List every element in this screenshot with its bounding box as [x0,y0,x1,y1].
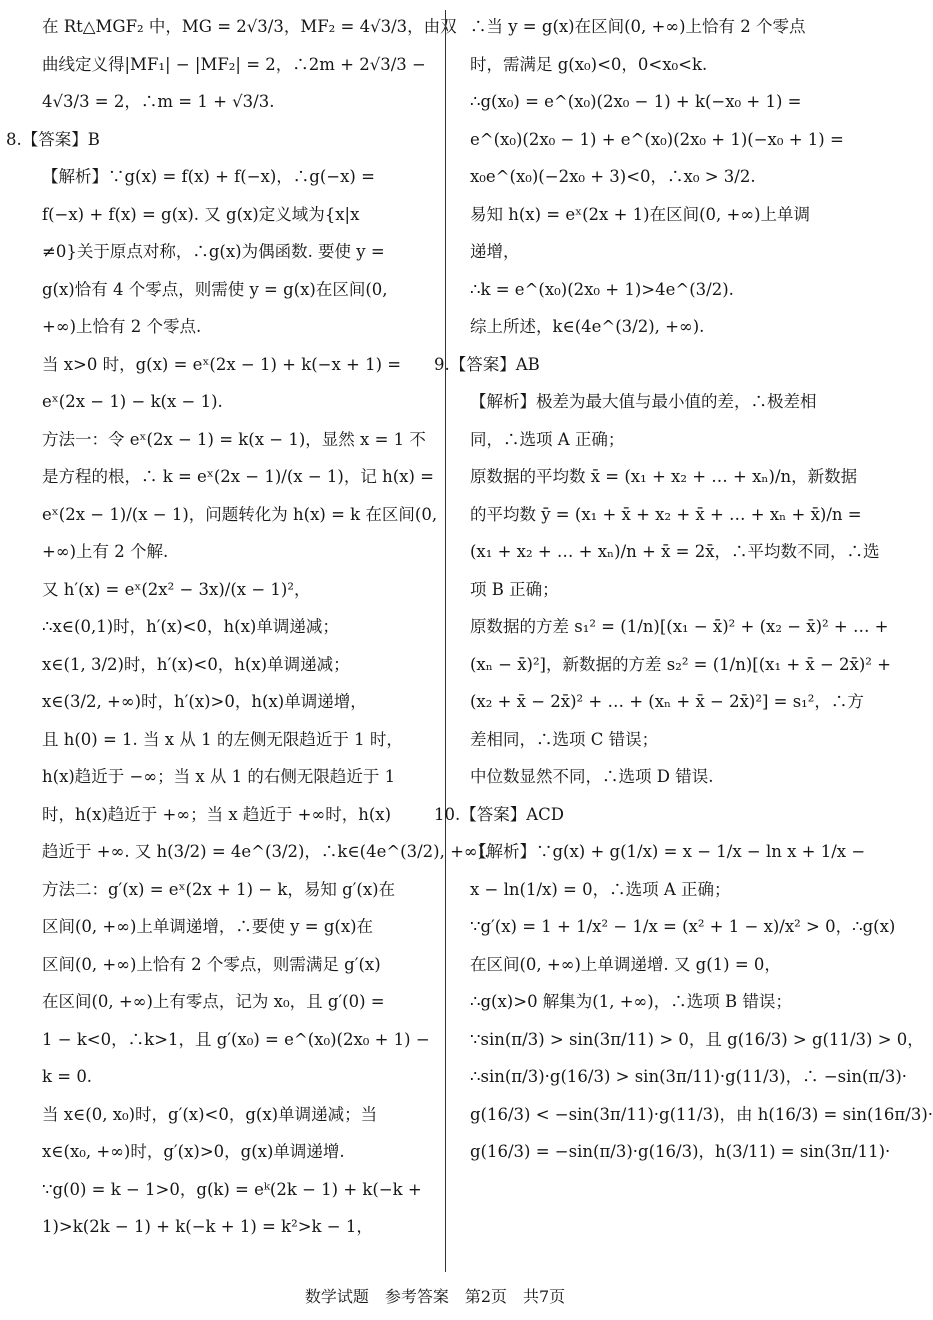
text-line: x∈(1, 3/2)时，h′(x)<0，h(x)单调递减； [42,654,350,674]
text-line: (xₙ − x̄)²]，新数据的方差 s₂² = (1/n)[(x₁ + x̄ − 2x̄)² + [470,654,891,674]
text-line: 曲线定义得|MF₁| − |MF₂| = 2，∴2m + 2√3/3 − [42,54,426,74]
text-line: 1)>k(2k − 1) + k(−k + 1) = k²>k − 1， [42,1217,373,1236]
text-line: x − ln(1/x) = 0，∴选项 A 正确； [470,879,731,899]
column-divider [445,10,446,1272]
text-line: 区间(0, +∞)上单调递增，∴要使 y = g(x)在 [42,917,374,936]
text-line: ∴当 y = g(x)在区间(0, +∞)上恰有 2 个零点 [470,17,806,36]
text-line: ∵g′(x) = 1 + 1/x² − 1/x = (x² + 1 − x)/x² > 0，∴g(x) [470,917,896,936]
text-line: 原数据的平均数 x̄ = (x₁ + x₂ + … + xₙ)/n，新数据 [470,467,858,486]
text-line: 1 − k<0，∴k>1，且 g′(x₀) = e^(x₀)(2x₀ + 1) − [42,1029,430,1049]
text-line: 且 h(0) = 1. 当 x 从 1 的左侧无限趋近于 1 时， [42,729,403,749]
text-line: g(x)恰有 4 个零点，则需使 y = g(x)在区间(0, [42,279,388,299]
text-line: 当 x>0 时，g(x) = eˣ(2x − 1) + k(−x + 1) = [42,354,402,374]
text-line: 时，h(x)趋近于 +∞；当 x 趋近于 +∞时，h(x) [42,804,392,824]
text-line: 4√3/3 = 2，∴m = 1 + √3/3. [42,92,275,111]
text-line: 同，∴选项 A 正确； [470,429,625,449]
text-line: g(16/3) = −sin(π/3)·g(16/3)，h(3/11) = sin(3π/11)· [470,1142,891,1161]
text-line: 【解析】∵g(x) = f(x) + f(−x)，∴g(−x) = [42,167,375,186]
text-line: 项 B 正确； [470,579,559,599]
text-line: ∴k = e^(x₀)(2x₀ + 1)>4e^(3/2). [470,279,734,299]
text-line: +∞)上有 2 个解. [42,542,169,561]
text-line: 方法一：令 eˣ(2x − 1) = k(x − 1)，显然 x = 1 不 [42,429,426,449]
text-line: 9.【答案】AB [434,354,540,374]
text-line: ≠0}关于原点对称，∴g(x)为偶函数. 要使 y = [42,242,385,261]
text-line: 是方程的根，∴ k = eˣ(2x − 1)/(x − 1)，记 h(x) = [42,467,434,486]
text-line: ∴sin(π/3)·g(16/3) > sin(3π/11)·g(11/3)，∴ −sin(π/3)· [470,1067,908,1086]
text-line: ∴g(x)>0 解集为(1, +∞)，∴选项 B 错误； [470,992,792,1011]
text-line: e^(x₀)(2x₀ − 1) + e^(x₀)(2x₀ + 1)(−x₀ + 1) = [470,129,844,149]
text-line: 又 h′(x) = eˣ(2x² − 3x)/(x − 1)²， [42,579,311,599]
text-line: ∵sin(π/3) > sin(3π/11) > 0，且 g(16/3) > g(11/3) > 0， [470,1029,924,1049]
text-line: 递增， [470,242,520,261]
text-line: k = 0. [42,1067,93,1086]
text-line: 当 x∈(0, x₀)时，g′(x)<0，g(x)单调递减；当 [42,1104,378,1124]
text-line: eˣ(2x − 1) − k(x − 1). [42,392,223,411]
text-line: g(16/3) < −sin(3π/11)·g(11/3)，由 h(16/3) = sin(16π/3)· [470,1104,933,1124]
text-line: 8.【答案】B [6,129,100,149]
text-line: 10.【答案】ACD [434,804,565,824]
text-line: 趋近于 +∞. 又 h(3/2) = 4e^(3/2)，∴k∈(4e^(3/2), +∞). [42,842,490,861]
text-line: 在区间(0, +∞)上有零点，记为 x₀，且 g′(0) = [42,992,385,1011]
text-line: ∴x∈(0,1)时，h′(x)<0，h(x)单调递减； [42,617,339,636]
text-line: h(x)趋近于 −∞；当 x 从 1 的右侧无限趋近于 1 [42,767,396,786]
text-line: 易知 h(x) = eˣ(2x + 1)在区间(0, +∞)上单调 [470,204,811,224]
text-line: 中位数显然不同，∴选项 D 错误. [470,767,714,786]
text-line: 区间(0, +∞)上恰有 2 个零点，则需满足 g′(x) [42,954,381,974]
text-line: f(−x) + f(x) = g(x). 又 g(x)定义域为{x|x [42,204,360,224]
text-line: 在区间(0, +∞)上单调递增. 又 g(1) = 0， [470,954,781,974]
text-line: 【解析】极差为最大值与最小值的差，∴极差相 [470,392,817,411]
text-line: x∈(3/2, +∞)时，h′(x)>0，h(x)单调递增， [42,692,367,711]
text-line: (x₁ + x₂ + … + xₙ)/n + x̄ = 2x̄，∴平均数不同，∴选 [470,542,880,561]
text-line: 在 Rt△MGF₂ 中，MG = 2√3/3，MF₂ = 4√3/3，由双 [42,17,457,36]
text-line: 方法二：g′(x) = eˣ(2x + 1) − k，易知 g′(x)在 [42,879,396,899]
text-line: (x₂ + x̄ − 2x̄)² + … + (xₙ + x̄ − 2x̄)²] = s₁²，∴方 [470,692,864,711]
text-line: ∵g(0) = k − 1>0，g(k) = eᵏ(2k − 1) + k(−k + [42,1179,422,1199]
text-line: 原数据的方差 s₁² = (1/n)[(x₁ − x̄)² + (x₂ − x̄)² + … + [470,617,889,636]
text-line: 时，需满足 g(x₀)<0，0<x₀<k. [470,54,708,74]
text-line: 综上所述，k∈(4e^(3/2), +∞). [470,317,705,336]
text-line: +∞)上恰有 2 个零点. [42,317,202,336]
text-line: ∴g(x₀) = e^(x₀)(2x₀ − 1) + k(−x₀ + 1) = [470,92,802,111]
text-line: eˣ(2x − 1)/(x − 1)，问题转化为 h(x) = k 在区间(0, [42,504,438,524]
text-line: x∈(x₀, +∞)时，g′(x)>0，g(x)单调递增. [42,1142,345,1161]
text-line: x₀e^(x₀)(−2x₀ + 3)<0，∴x₀ > 3/2. [470,167,756,186]
right-column [434,8,933,1171]
text-line: 【解析】∵g(x) + g(1/x) = x − 1/x − ln x + 1/x − [470,842,866,861]
page-footer: 数学试题 参考答案 第2页 共7页 [304,1287,566,1306]
text-line: 的平均数 ȳ = (x₁ + x̄ + x₂ + x̄ + … + xₙ + x̄)/n = [470,504,862,524]
text-line: 差相同，∴选项 C 错误； [470,729,659,749]
